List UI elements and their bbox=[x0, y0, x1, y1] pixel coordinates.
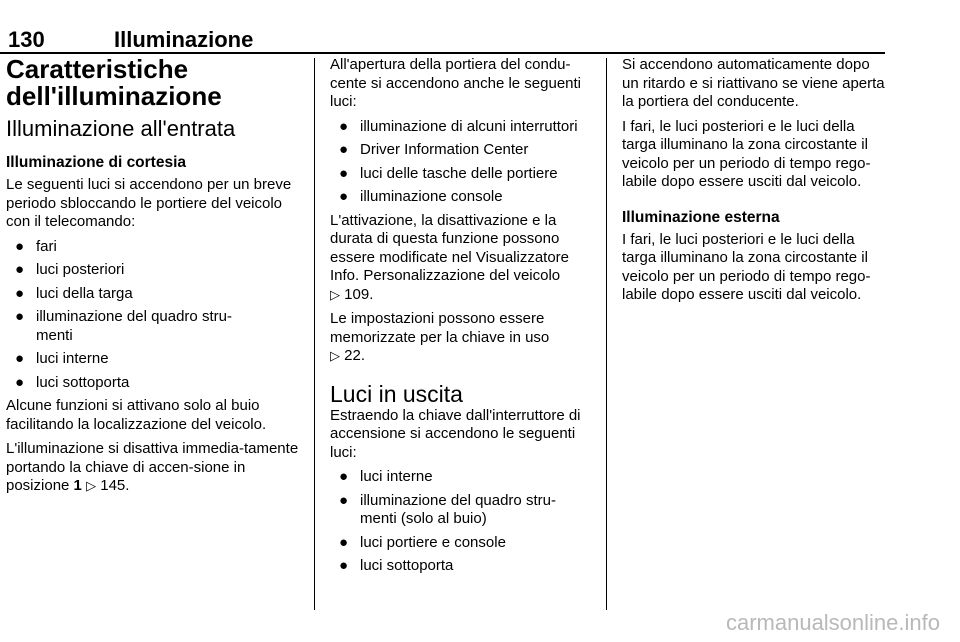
column-1 bbox=[6, 56, 302, 502]
list-item: ● luci delle tasche delle portiere bbox=[339, 164, 558, 182]
bullet-icon: ● bbox=[15, 284, 25, 302]
paragraph-auto-on: Si accendono automaticamente dopo un ritardo e si riattivano se viene aperta la portiera del conducente. bbox=[622, 56, 885, 110]
bullet-list-entry-lights bbox=[6, 238, 302, 393]
paragraph-exterior: I fari, le luci posteriori e le luci della targa illuminano la zona circostante il veicolo per un periodo di tempo rego-labile dopo essere usciti dal veicolo. bbox=[622, 230, 871, 303]
paragraph-exit-intro: Estraendo la chiave dall'interruttore di accensione si accendono le seguenti luci: bbox=[330, 406, 581, 461]
bullet-icon: ● bbox=[339, 491, 349, 509]
page-reference-arrow-icon[interactable]: ▷ bbox=[330, 286, 340, 302]
column-3 bbox=[622, 56, 886, 311]
bullet-icon: ● bbox=[339, 557, 349, 574]
list-item: ● luci sottoporta bbox=[339, 557, 454, 574]
bullet-icon: ● bbox=[15, 373, 25, 391]
bullet-icon: ● bbox=[339, 117, 349, 135]
column-divider-2 bbox=[606, 58, 607, 610]
bullet-icon: ● bbox=[15, 237, 25, 255]
list-item: ● luci posteriori bbox=[15, 261, 125, 278]
list-item: ● luci sottoporta bbox=[15, 373, 130, 391]
list-item: ● fari bbox=[15, 237, 57, 255]
paragraph-intro: Le seguenti luci si accendono per un breve periodo sbloccando le portiere del veicolo con il telecomando: bbox=[6, 176, 292, 230]
list-item: ● illuminazione del quadro stru- menti bbox=[15, 308, 232, 344]
list-item: ● luci della targa bbox=[15, 284, 133, 302]
bullet-icon: ● bbox=[339, 533, 349, 551]
section-heading-exit-lighting: Luci in uscita bbox=[330, 380, 463, 407]
paragraph-dark-only: Alcune funzioni si attivano solo al buio facilitando la localizzazione del veicolo. bbox=[6, 397, 267, 433]
list-item: ● Driver Information Center bbox=[339, 141, 529, 158]
page-reference[interactable]: 145. bbox=[100, 477, 130, 494]
paragraph-headlights-exit: I fari, le luci posteriori e le luci della targa illuminano la zona circostante il veicolo per un periodo di tempo rego-labile dopo essere usciti dal veicolo. bbox=[622, 117, 871, 190]
bullet-icon: ● bbox=[15, 308, 25, 325]
bullet-icon: ● bbox=[15, 350, 25, 367]
page-reference-arrow-icon[interactable]: ▷ bbox=[330, 348, 340, 363]
page-number: 130 bbox=[8, 27, 45, 52]
list-item: ● illuminazione di alcuni interruttori bbox=[339, 117, 578, 135]
subsection-heading-courtesy-lighting: Illuminazione di cortesia bbox=[6, 154, 187, 171]
bullet-icon: ● bbox=[15, 261, 25, 278]
bullet-icon: ● bbox=[339, 141, 349, 158]
page-reference[interactable]: 109. bbox=[344, 285, 374, 303]
page-header bbox=[0, 0, 885, 52]
list-item: ● luci interne bbox=[15, 350, 109, 367]
list-item: ● luci portiere e console bbox=[339, 533, 506, 551]
page-reference[interactable]: 22. bbox=[344, 347, 366, 364]
column-divider-1 bbox=[314, 58, 315, 610]
bullet-icon: ● bbox=[339, 188, 349, 205]
bullet-list-driver-door-lights bbox=[330, 118, 594, 207]
section-title: Illuminazione bbox=[114, 27, 254, 52]
list-item: ● illuminazione console bbox=[339, 188, 503, 205]
paragraph-memory: Le impostazioni possono essere memorizzate per la chiave in uso ▷ 22. bbox=[330, 310, 550, 364]
column-2 bbox=[330, 56, 594, 581]
watermark: carmanualsonline.info bbox=[725, 610, 940, 635]
bullet-list-exit-lights bbox=[330, 468, 594, 576]
subsection-heading-exterior-lighting: Illuminazione esterna bbox=[622, 208, 780, 226]
section-heading-entry-lighting: Illuminazione all'entrata bbox=[6, 116, 236, 141]
bullet-icon: ● bbox=[339, 164, 349, 182]
list-item: ● illuminazione del quadro stru- menti (solo al buio) bbox=[339, 491, 556, 527]
paragraph-settings: L'attivazione, la disattivazione e la durata di questa funzione possono essere modificate nel Visualizzatore Info. Personalizzazione del veicolo ▷ 109. bbox=[330, 211, 570, 303]
paragraph-driver-door: All'apertura della portiera del condu-cente si accendono anche le seguenti luci: bbox=[330, 56, 582, 110]
chapter-heading: Caratteristiche dell'illuminazione bbox=[6, 54, 222, 111]
paragraph-deactivation: L'illuminazione si disattiva immedia-tamente portando la chiave di accen-sione in posizione 1 ▷ 145. bbox=[6, 440, 299, 494]
page-reference-arrow-icon[interactable]: ▷ bbox=[86, 478, 97, 493]
list-item: ● luci interne bbox=[339, 468, 433, 485]
bullet-icon: ● bbox=[339, 468, 349, 485]
key-position: 1 bbox=[73, 477, 82, 494]
